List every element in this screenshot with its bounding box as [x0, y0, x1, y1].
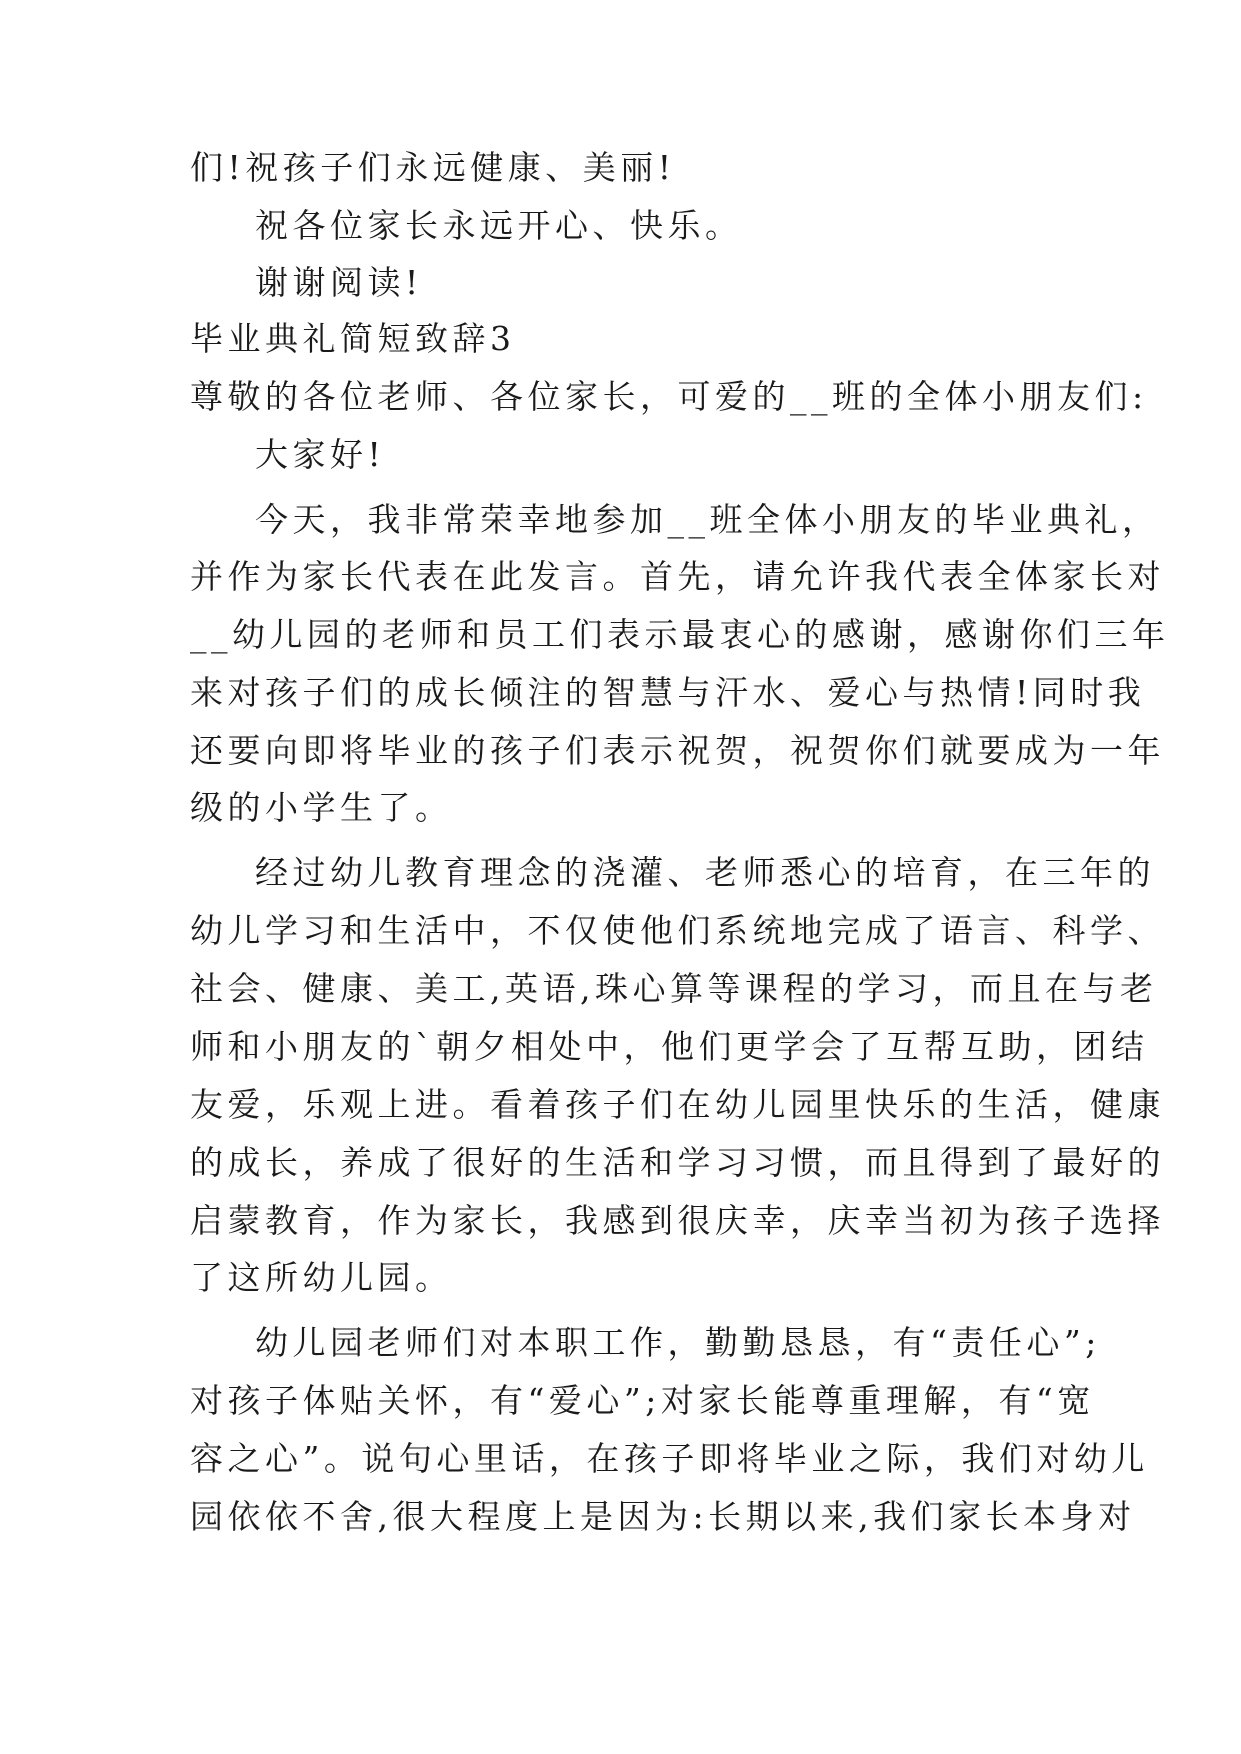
text-line-3: 谢谢阅读! [255, 263, 423, 302]
paragraph-3-line-4: 园依依不舍,很大程度上是因为:长期以来,我们家长本身对 [190, 1497, 1136, 1536]
paragraph-1-line-4: 来对孩子们的成长倾注的智慧与汗水、爱心与热情!同时我 [190, 673, 1146, 712]
paragraph-2-line-3: 社会、健康、美工,英语,珠心算等课程的学习，而且在与老 [190, 969, 1158, 1008]
salutation: 尊敬的各位老师、各位家长，可爱的__班的全体小朋友们: [190, 377, 1148, 416]
greeting: 大家好! [255, 435, 386, 474]
text-line-1: 们!祝孩子们永远健康、美丽! [190, 148, 676, 187]
paragraph-2-line-1: 经过幼儿教育理念的浇灌、老师悉心的培育，在三年的 [255, 853, 1155, 892]
paragraph-3-line-2: 对孩子体贴关怀，有“爱心”;对家长能尊重理解，有“宽 [190, 1381, 1095, 1420]
paragraph-1-line-1: 今天，我非常荣幸地参加__班全体小朋友的毕业典礼， [255, 500, 1160, 539]
paragraph-2-line-5: 友爱，乐观上进。看着孩子们在幼儿园里快乐的生活，健康 [190, 1085, 1165, 1124]
paragraph-1-line-5: 还要向即将毕业的孩子们表示祝贺，祝贺你们就要成为一年 [190, 731, 1165, 770]
text-line-2: 祝各位家长永远开心、快乐。 [255, 206, 743, 245]
paragraph-3-line-3: 容之心”。说句心里话，在孩子即将毕业之际，我们对幼儿 [190, 1439, 1149, 1478]
paragraph-2-line-6: 的成长，养成了很好的生活和学习习惯，而且得到了最好的 [190, 1143, 1165, 1182]
paragraph-2-line-4: 师和小朋友的`朝夕相处中，他们更学会了互帮互助，团结 [190, 1027, 1149, 1066]
paragraph-2-line-7: 启蒙教育，作为家长，我感到很庆幸，庆幸当初为孩子选择 [190, 1201, 1165, 1240]
paragraph-1-line-6: 级的小学生了。 [190, 788, 453, 827]
paragraph-2-line-2: 幼儿学习和生活中，不仅使他们系统地完成了语言、科学、 [190, 911, 1165, 950]
paragraph-2-line-8: 了这所幼儿园。 [190, 1258, 453, 1297]
section-heading: 毕业典礼简短致辞3 [190, 319, 516, 358]
paragraph-1-line-2: 并作为家长代表在此发言。首先，请允许我代表全体家长对 [190, 557, 1165, 596]
paragraph-3-line-1: 幼儿园老师们对本职工作，勤勤恳恳，有“责任心”; [255, 1323, 1101, 1362]
paragraph-1-line-3: __幼儿园的老师和员工们表示最衷心的感谢，感谢你们三年 [190, 615, 1170, 654]
